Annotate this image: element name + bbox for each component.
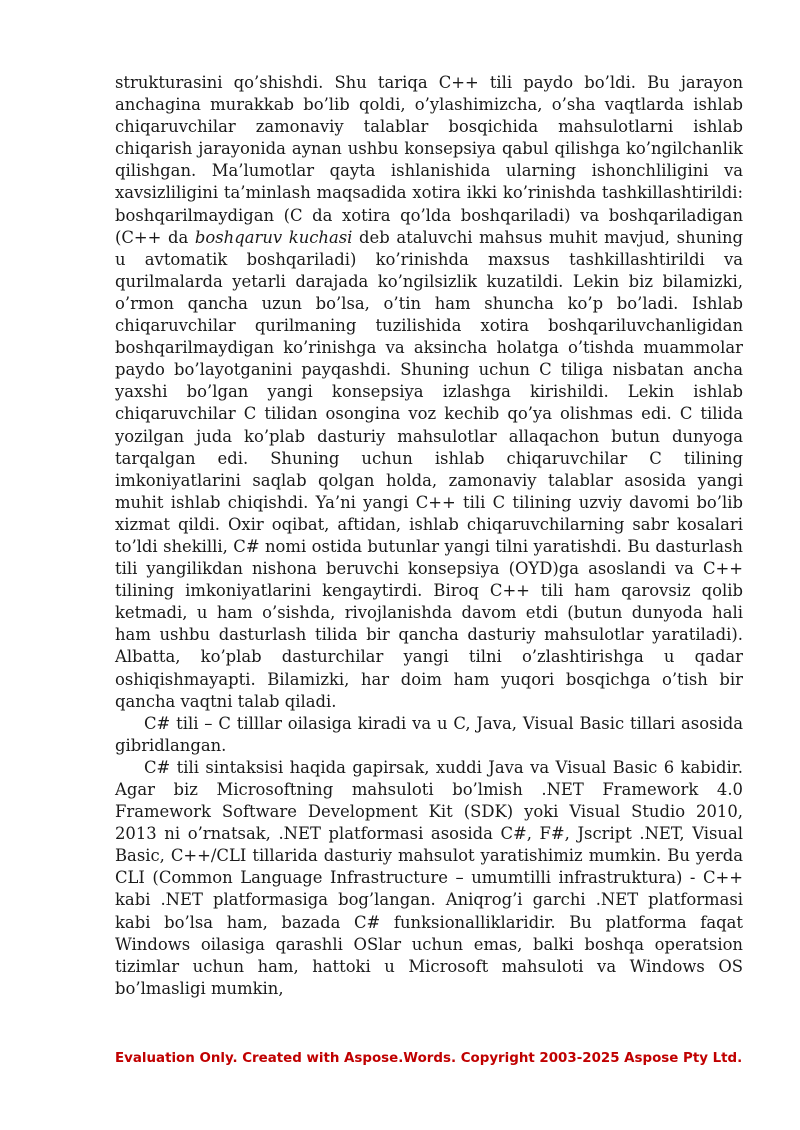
paragraph-1-italic-term: boshqaruv kuchasi: [194, 227, 353, 247]
paragraph-1-text-after: deb ataluvchi mahsus muhit mavjud, shuning u avtomatik boshqariladi) ko’rinishda maxsus tashkillashtirildi va qurilmalarda yetarli darajada ko’ngilsizlik kuzatildi. Lekin biz bilamizki, o’rmon qancha uzun bo’lsa, o’tin ham shuncha ko’p bo’ladi. Ishlab chiqaruvchilar qurilmaning tuzilishida xotira boshqariluvchanligidan boshqarilmaydigan ko’rinishga va aksincha holatga o’tishda muammolar paydo bo’layotganini payqashdi. Shuning uchun C tiliga nisbatan ancha yaxshi bo’lgan yangi konsepsiya izlashga kirishildi. Lekin ishlab chiqaruvchilar C tilidan osongina voz kechib qo’ya olishmas edi. C tilida yozilgan juda ko’plab dasturiy mahsulotlar allaqachon butun dunyoga tarqalgan edi. Shuning uchun ishlab chiqaruvchilar C tilining imkoniyatlarini saqlab qolgan holda, zamonaviy talablar asosida yangi muhit ishlab chiqishdi. Ya’ni yangi C++ tili C tilining uzviy davomi bo’lib xizmat qildi. Oxir oqibat, aftidan, ishlab chiqaruvchilarning sabr kosalari to’ldi shekilli, C# nomi ostida butunlar yangi tilni yaratishdi. Bu dasturlash tili yangilikdan nishona beruvchi konsepsiya (OYD)ga asoslandi va C++ tilining imkoniyatlarini kengaytirdi. Biroq C++ tili ham qarovsiz qolib ketmadi, u ham o’sishda, rivojlanishda davom etdi (butun dunyoda hali ham ushbu dasturlash tilida bir qancha dasturiy mahsulotlar yaratiladi). Albatta, ko’plab dasturchilar yangi tilni o’zlashtirishga u qadar oshiqishmayapti. Bilamizki, har doim ham yuqori bosqichga o’tish bir qancha vaqtni talab qiladi.: [115, 227, 743, 711]
evaluation-watermark: Evaluation Only. Created with Aspose.Words. Copyright 2003-2025 Aspose Pty Ltd.: [115, 1051, 743, 1066]
paragraph-3: C# tili sintaksisi haqida gapirsak, xuddi Java va Visual Basic 6 kabidir. Agar biz Microsoftning mahsuloti bo’lmish .NET Framework 4.0 Framework Software Development Kit (SDK) yoki Visual Studio 2010, 2013 ni o’rnatsak, .NET platformasi asosida C#, F#, Jscript .NET, Visual Basic, C++/CLI tillarida dasturiy mahsulot yaratishimiz mumkin. Bu yerda CLI (Common Language Infrastructure – umumtilli infrastruktura) - C++ kabi .NET platformasiga bog’langan. Aniqrog’i garchi .NET platformasi kabi bo’lsa ham, bazada C# funksionalliklaridir. Bu platforma faqat Windows oilasiga qarashli OSlar uchun emas, balki boshqa operatsion tizimlar uchun ham, hattoki u Microsoft mahsuloti va Windows OS bo’lmasligi mumkin,: [115, 757, 743, 998]
paragraph-1: [115, 72, 743, 713]
paragraph-2: C# tili – C tilllar oilasiga kiradi va u C, Java, Visual Basic tillari asosida gibridlangan.: [115, 713, 743, 755]
document-page: [115, 72, 743, 1000]
paragraph-1-text-before: strukturasini qo’shishdi. Shu tariqa C++ tili paydo bo’ldi. Bu jarayon anchagina murakkab bo’lib qoldi, o’ylashimizcha, o’sha vaqtlarda ishlab chiqaruvchilar zamonaviy talablar bosqichida mahsulotlarni ishlab chiqarish jarayonida aynan ushbu konsepsiya qabul qilishga ko’ngilchanlik qilishgan. Ma’lumotlar qayta ishlanishida ularning ishonchliligini va xavsizliligini ta’minlash maqsadida xotira ikki ko’rinishda tashkillashtirildi: boshqarilmaydigan (C da xotira qo’lda boshqariladi) va boshqariladigan (C++ da: [115, 73, 743, 247]
